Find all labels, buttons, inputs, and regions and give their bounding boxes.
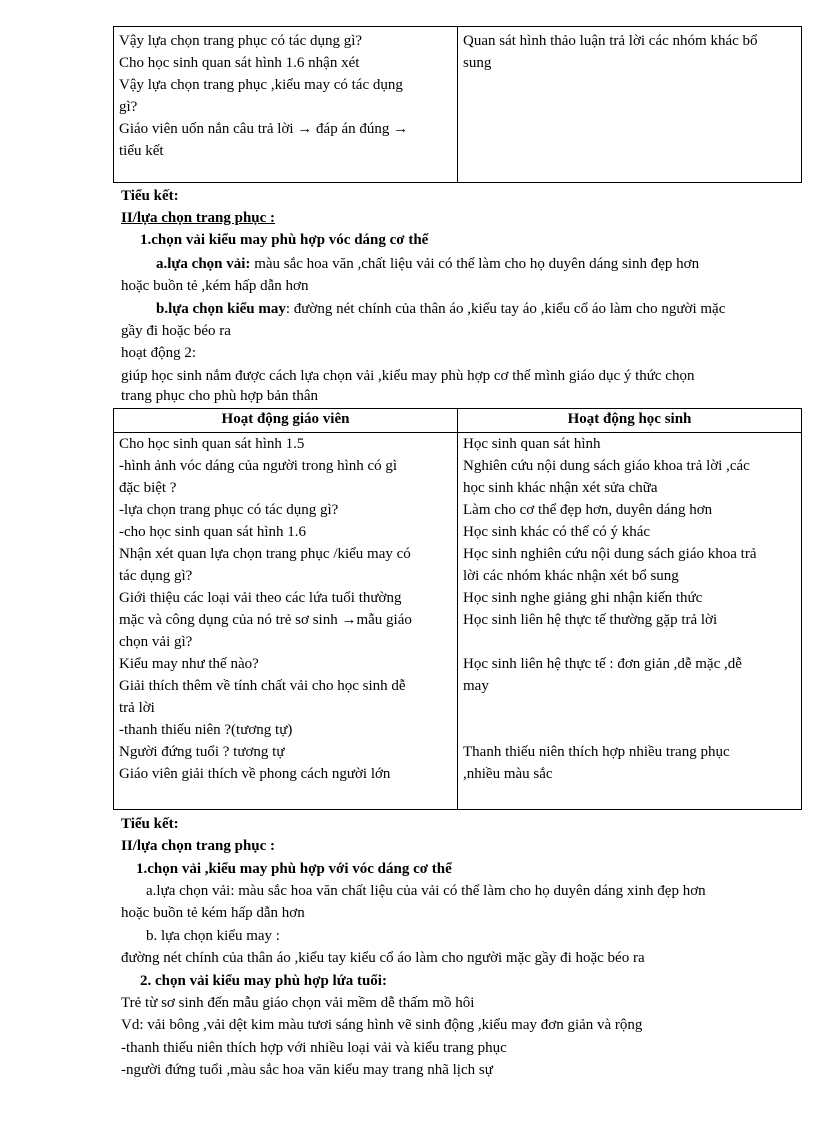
- cell-line: Giáo viên uốn nắn câu trả lời → đáp án đúng →: [119, 121, 409, 137]
- cell-line: tiểu kết: [119, 143, 164, 159]
- cell-line: -lựa chọn trang phục có tác dụng gì?: [119, 502, 339, 518]
- cell-line: [463, 697, 796, 719]
- main-activity-table: [113, 408, 802, 810]
- cell-line: Thanh thiếu niên thích hợp nhiều trang phục: [463, 744, 730, 760]
- cell-line: Học sinh liên hệ thực tế : đơn giản ,dễ mặc ,dễ: [463, 656, 742, 672]
- paragraph-example: Vd: vải bông ,vải dệt kim màu tươi sáng hình vẽ sinh động ,kiểu may đơn giản và rộng: [121, 1017, 643, 1033]
- cell-line: -thanh thiếu niên ?(tương tự): [119, 722, 293, 738]
- activity-goal: giúp học sinh nắm được cách lựa chọn vải ,kiểu may phù hợp cơ thể mình giáo dục ý thức chọn: [121, 368, 695, 384]
- cell-line: Giải thích thêm về tính chất vải cho học sinh dễ: [119, 678, 406, 694]
- teacher-activity-cell: [114, 433, 458, 810]
- cell-line: Nhận xét quan lựa chọn trang phục /kiểu may có: [119, 546, 411, 562]
- cell-line: Người đứng tuổi ? tương tự: [119, 744, 285, 760]
- section-heading-2: II/lựa chọn trang phục :: [121, 838, 276, 854]
- style-choice-text: : đường nét chính của thân áo ,kiểu tay áo ,kiểu cổ áo làm cho người mặc: [285, 301, 726, 317]
- cell-line: ,nhiều màu sắc: [463, 766, 553, 782]
- style-choice-label: b.lựa chọn kiểu may: [156, 301, 286, 317]
- fabric-choice-label: a.lựa chọn vải:: [156, 256, 251, 272]
- style-choice-line-cont: đường nét chính của thân áo ,kiểu tay kiểu cổ áo làm cho người mặc gầy đi hoặc béo ra: [121, 950, 645, 966]
- cell-line: chọn vải gì?: [119, 634, 193, 650]
- cell-line: -cho học sinh quan sát hình 1.6: [119, 524, 307, 540]
- subsection-heading: 1.chọn vải kiểu may phù hợp vóc dáng cơ thể: [140, 232, 429, 248]
- cell-line: Quan sát hình thảo luận trả lời các nhóm khác bổ: [463, 33, 758, 49]
- cell-line: Cho học sinh quan sát hình 1.5: [119, 436, 305, 452]
- fabric-choice-text-cont: hoặc buồn tẻ ,kém hấp dẫn hơn: [121, 278, 309, 294]
- fabric-choice-line: a.lựa chọn vải: màu sắc hoa văn chất liệu của vải có thể làm cho họ duyên dáng xinh đẹp hơn: [146, 883, 706, 899]
- cell-line: Học sinh nghiên cứu nội dung sách giáo khoa trả: [463, 546, 757, 562]
- cell-line: học sinh khác nhận xét sửa chữa: [463, 480, 658, 496]
- cell-line: lời các nhóm khác nhận xét bổ sung: [463, 568, 679, 584]
- tieu-ket-heading: Tiểu kết:: [121, 188, 179, 204]
- cell-line: trả lời: [119, 700, 155, 716]
- cell-line: Làm cho cơ thể đẹp hơn, duyên dáng hơn: [463, 502, 713, 518]
- cell-line: Học sinh nghe giảng ghi nhận kiến thức: [463, 590, 703, 606]
- subsection-heading-2: 1.chọn vải ,kiểu may phù hợp với vóc dáng cơ thể: [136, 861, 452, 877]
- paragraph-infant: Trẻ từ sơ sinh đến mẫu giáo chọn vải mềm dễ thấm mồ hôi: [121, 995, 475, 1011]
- cell-line: Cho học sinh quan sát hình 1.6 nhận xét: [119, 55, 360, 71]
- top-activity-table: [113, 26, 802, 183]
- cell-line: Giới thiệu các loại vải theo các lứa tuổi thường: [119, 590, 402, 606]
- paragraph-adult: -người đứng tuổi ,màu sắc hoa văn kiểu may trang nhã lịch sự: [121, 1062, 493, 1078]
- cell-line: Học sinh quan sát hình: [463, 436, 601, 452]
- cell-line: Vậy lựa chọn trang phục có tác dụng gì?: [119, 33, 363, 49]
- style-choice-text-cont: gầy đi hoặc béo ra: [121, 323, 231, 339]
- cell-line: [463, 631, 796, 653]
- teacher-activity-header: Hoạt động giáo viên: [114, 409, 458, 433]
- activity-label: hoạt động 2:: [121, 345, 196, 361]
- top-student-cell: [458, 27, 802, 183]
- tieu-ket-heading-2: Tiểu kết:: [121, 816, 179, 832]
- cell-line: tác dụng gì?: [119, 568, 193, 584]
- cell-line: Học sinh khác có thể có ý khác: [463, 524, 651, 540]
- paragraph-youth: -thanh thiếu niên thích hợp với nhiều loại vải và kiểu trang phục: [121, 1040, 507, 1056]
- cell-line: Giáo viên giải thích về phong cách người lớn: [119, 766, 391, 782]
- style-choice-paragraph: [156, 298, 725, 320]
- cell-line: -hình ảnh vóc dáng của người trong hình có gì: [119, 458, 398, 474]
- cell-line: Nghiên cứu nội dung sách giáo khoa trả lời ,các: [463, 458, 750, 474]
- fabric-choice-paragraph: [156, 253, 699, 275]
- section-heading: II/lựa chọn trang phục :: [121, 210, 276, 226]
- style-choice-line: b. lựa chọn kiểu may :: [146, 928, 280, 944]
- top-teacher-cell: [114, 27, 458, 183]
- student-activity-cell: [458, 433, 802, 810]
- cell-line: may: [463, 678, 489, 694]
- fabric-choice-text: màu sắc hoa văn ,chất liệu vải có thể làm cho họ duyên dáng sinh đẹp hơn: [250, 256, 700, 272]
- activity-goal-cont: trang phục cho phù hợp bản thân: [121, 388, 319, 404]
- subsection-heading-3: 2. chọn vải kiểu may phù hợp lứa tuổi:: [140, 973, 387, 989]
- cell-line: Vậy lựa chọn trang phục ,kiểu may có tác dụng: [119, 77, 403, 93]
- cell-line: đặc biệt ?: [119, 480, 177, 496]
- cell-line: sung: [463, 55, 492, 71]
- cell-line: Học sinh liên hệ thực tế thường gặp trả lời: [463, 612, 718, 628]
- cell-line: gì?: [119, 99, 138, 115]
- cell-line: Kiểu may như thế nào?: [119, 656, 259, 672]
- cell-line: [463, 719, 796, 741]
- cell-line: mặc và công dụng của nó trẻ sơ sinh →mẫu giáo: [119, 612, 412, 628]
- fabric-choice-line-cont: hoặc buồn tẻ kém hấp dẫn hơn: [121, 905, 305, 921]
- student-activity-header: Hoạt động học sinh: [458, 409, 802, 433]
